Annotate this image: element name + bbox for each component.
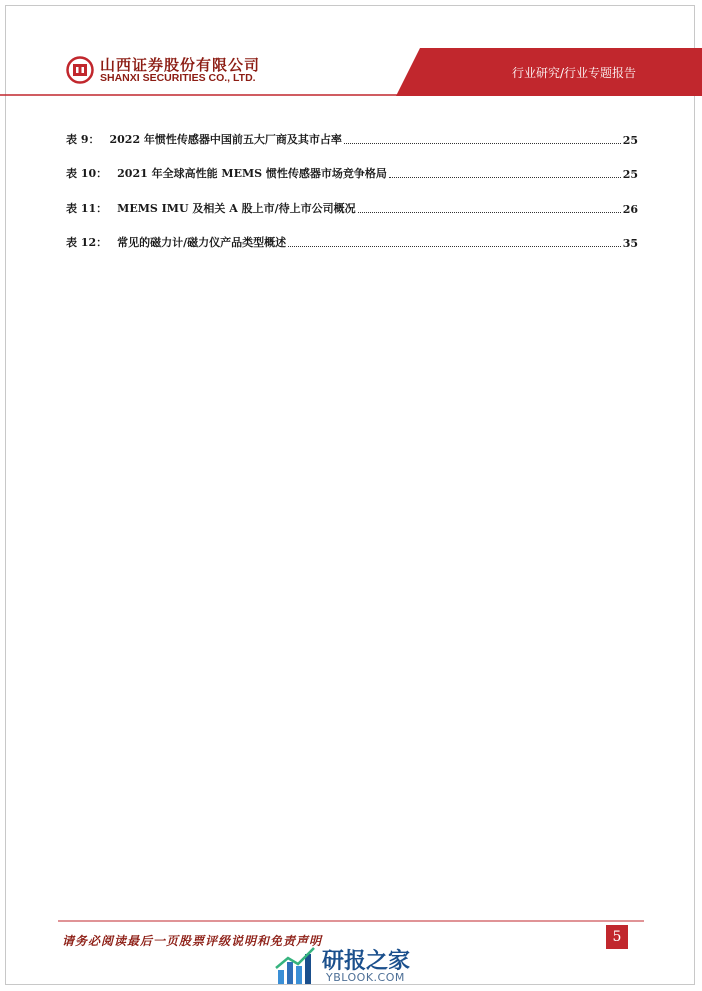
toc-list: [66, 112, 638, 250]
footer-disclaimer: 请务必阅读最后一页股票评级说明和免责声明: [62, 934, 323, 948]
toc-leader-dots: [344, 142, 621, 144]
watermark: [274, 944, 434, 988]
toc-entry-title: 2022 年惯性传感器中国前五大厂商及其市占率: [109, 132, 342, 146]
toc-entry[interactable]: [66, 216, 638, 251]
company-logo-icon: [66, 56, 94, 84]
toc-entry-label: 表 12：: [66, 236, 108, 249]
toc-entry-label: 表 9：: [66, 132, 100, 146]
toc-entry-page: 25: [622, 168, 638, 181]
watermark-title: 研报之家: [322, 949, 411, 974]
page-number: 5: [606, 925, 628, 949]
toc-entry[interactable]: [66, 147, 638, 182]
company-name-cn: 山西证券股份有限公司: [100, 56, 261, 74]
page-header: [0, 0, 702, 100]
toc-entry-title: 常见的磁力计/磁力仪产品类型概述: [117, 236, 287, 249]
report-category: 行业研究/行业专题报告: [511, 66, 636, 80]
bar-chart-logo-icon: [274, 946, 318, 986]
toc-entry-label: 表 11：: [66, 201, 108, 215]
toc-entry-title: 2021 年全球高性能 MEMS 惯性传感器市场竞争格局: [117, 167, 387, 180]
company-name-en: SHANXI SECURITIES CO., LTD.: [100, 72, 256, 84]
toc-entry[interactable]: [66, 181, 638, 216]
toc-leader-dots: [358, 211, 621, 213]
toc-entry-page: 35: [622, 237, 638, 250]
toc-leader-dots: [288, 245, 621, 247]
toc-entry-page: 26: [622, 202, 638, 216]
toc-entry-page: 25: [622, 133, 638, 147]
watermark-url: YBLOOK.COM: [326, 971, 405, 984]
toc-entry-label: 表 10：: [66, 167, 108, 180]
toc-entry[interactable]: [66, 112, 638, 147]
toc-entry-title: MEMS IMU 及相关 A 股上市/待上市公司概况: [117, 201, 356, 215]
toc-leader-dots: [389, 176, 621, 178]
